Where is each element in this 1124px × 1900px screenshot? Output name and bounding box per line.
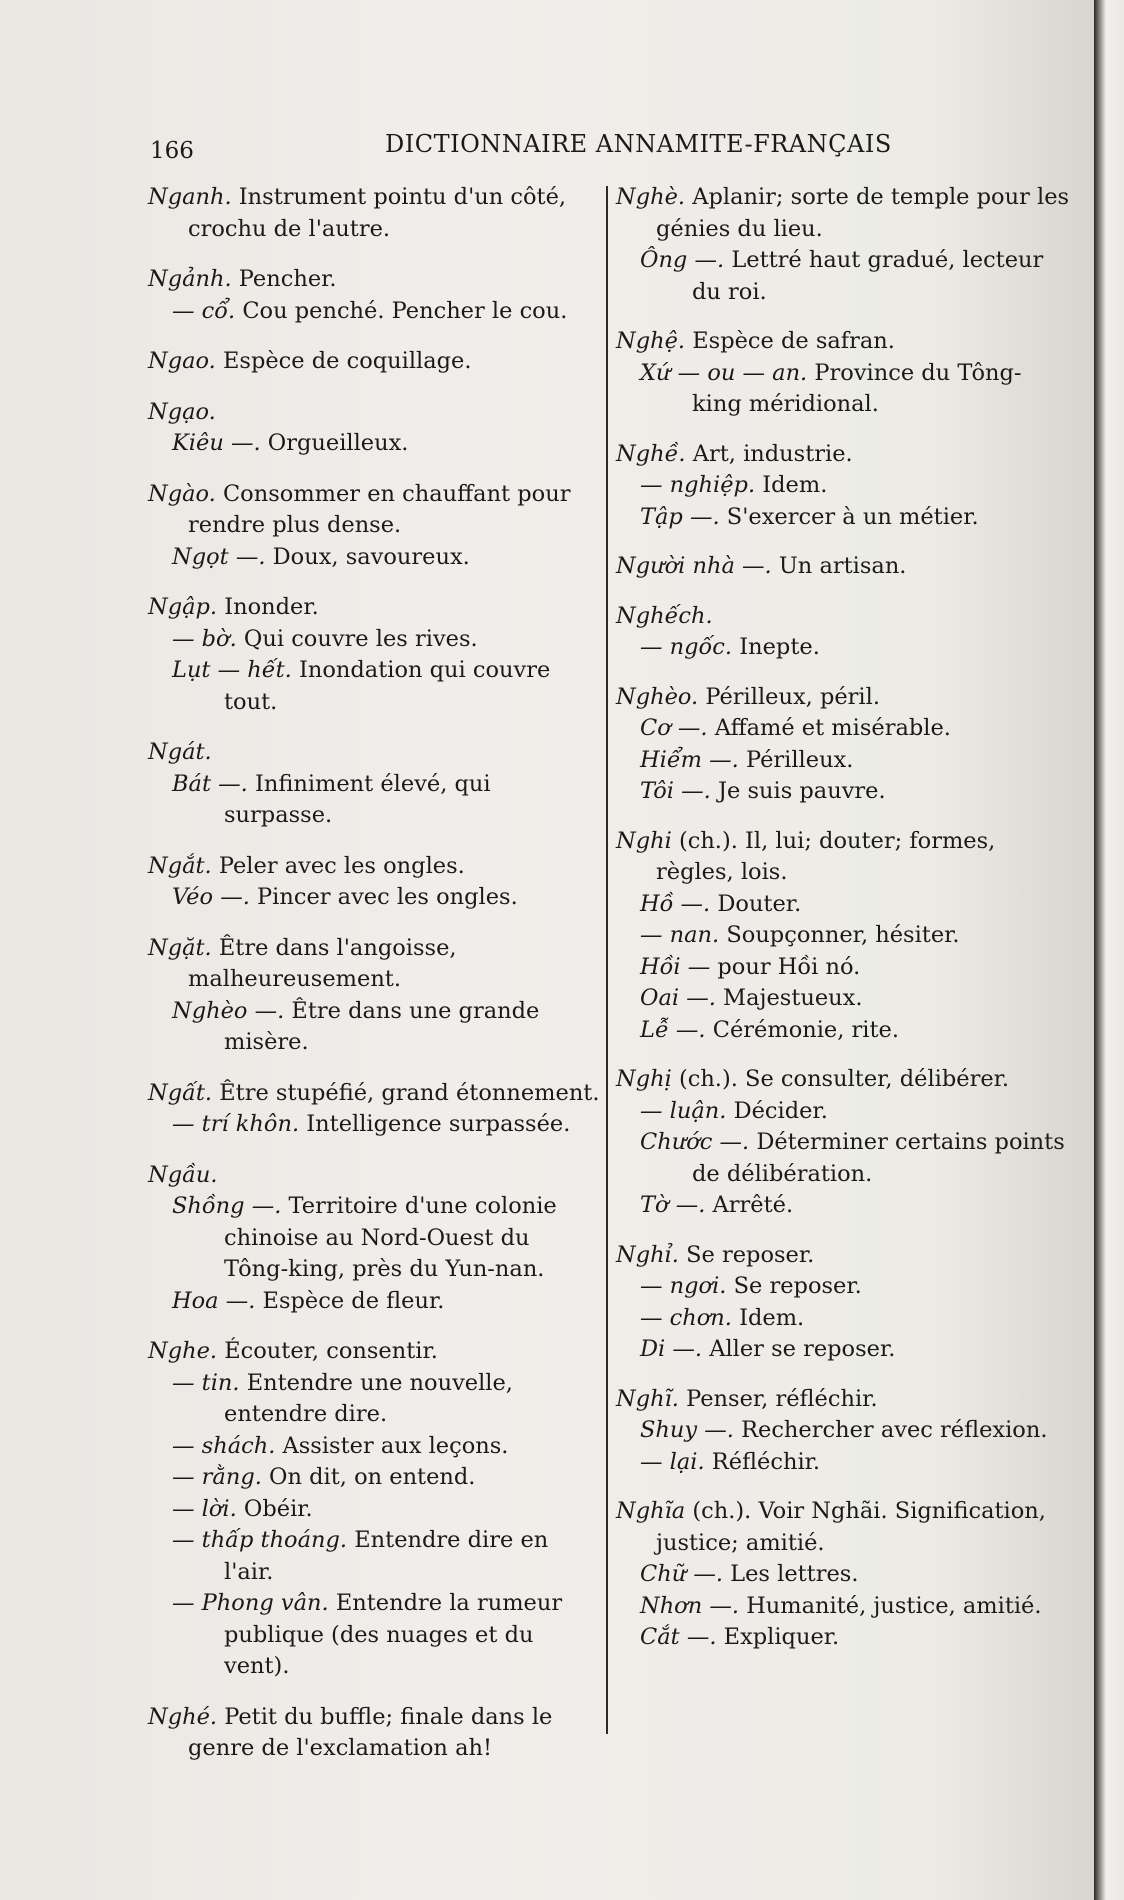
definition: Être dans l'angoisse, malheureusement.	[188, 934, 457, 992]
right-column	[616, 182, 1070, 1672]
sub-definition: Idem.	[739, 1304, 805, 1331]
entry-headline	[148, 346, 600, 378]
definition: Se reposer.	[686, 1241, 815, 1268]
dictionary-entry	[148, 1336, 600, 1683]
sub-entry	[616, 1559, 1070, 1591]
dictionary-entry	[148, 1160, 600, 1318]
definition: (ch.). Se consulter, délibérer.	[678, 1066, 1010, 1092]
sub-definition: Décider.	[733, 1097, 828, 1124]
sub-definition: Majestueux.	[723, 985, 863, 1011]
entry-headline	[148, 1160, 600, 1192]
sub-definition: Obéir.	[243, 1495, 313, 1522]
sub-entry	[148, 1462, 600, 1494]
sub-term: Kiêu —.	[172, 430, 261, 456]
sub-definition: Aller se reposer.	[709, 1336, 896, 1362]
sub-definition: S'exercer à un métier.	[726, 503, 979, 530]
sub-definition: Orgueilleux.	[267, 430, 409, 456]
entry-headline	[616, 551, 1070, 583]
sub-definition: Infiniment élevé, qui surpasse.	[224, 770, 491, 828]
entry-headline	[148, 479, 600, 542]
sub-entry	[148, 1191, 600, 1286]
sub-definition: Périlleux.	[745, 746, 854, 773]
dictionary-entry	[616, 682, 1070, 808]
sub-term: Ngọt —.	[172, 543, 266, 570]
sub-definition: Cérémonie, rite.	[712, 1016, 900, 1043]
sub-term: — chơn.	[640, 1304, 732, 1331]
sub-definition: Expliquer.	[723, 1624, 840, 1650]
sub-definition: Réfléchir.	[711, 1448, 821, 1475]
sub-term: Lụt — hết.	[172, 657, 292, 683]
entry-headline	[616, 1240, 1070, 1272]
definition: Aplanir; sorte de temple pour les génies du lieu.	[656, 184, 1070, 242]
sub-term: — shách.	[172, 1432, 276, 1459]
sub-entry	[616, 1415, 1070, 1447]
dictionary-entry	[148, 264, 600, 327]
sub-entry	[148, 296, 600, 328]
headword: Ngao.	[148, 348, 216, 374]
headword: Nghĩ.	[616, 1385, 679, 1412]
definition: Consommer en chauffant pour rendre plus dense.	[188, 480, 571, 538]
headword: Ngạo.	[148, 398, 216, 425]
sub-entry	[616, 983, 1070, 1015]
sub-definition: Rechercher avec réflexion.	[741, 1417, 1048, 1443]
headword: Nghé.	[148, 1703, 218, 1730]
sub-definition: Qui couvre les rives.	[243, 625, 478, 652]
dictionary-entry	[148, 737, 600, 832]
sub-entry	[148, 1286, 600, 1318]
definition: (ch.). Il, lui; douter; formes, règles, lois.	[656, 827, 996, 885]
sub-entry	[616, 1096, 1070, 1128]
sub-definition: Assister aux leçons.	[282, 1432, 509, 1459]
dictionary-entry	[616, 1240, 1070, 1366]
entry-headline	[148, 592, 600, 624]
definition: Espèce de coquillage.	[222, 348, 472, 374]
sub-term: Tập —.	[640, 503, 720, 530]
headword: Ngất.	[148, 1079, 213, 1106]
headword: Người nhà —.	[616, 553, 772, 579]
sub-term: Cơ —.	[640, 715, 708, 741]
sub-term: Bát —.	[172, 770, 248, 797]
entry-headline	[148, 737, 600, 769]
entry-headline	[148, 933, 600, 996]
sub-term: — ngơi.	[640, 1273, 727, 1299]
sub-entry	[148, 542, 600, 574]
sub-definition: Espèce de fleur.	[262, 1287, 445, 1314]
sub-entry	[616, 1127, 1070, 1190]
sub-term: — luận.	[640, 1097, 727, 1124]
sub-term: — cổ.	[172, 297, 236, 324]
dictionary-entry	[148, 346, 600, 378]
headword: Nghỉ.	[616, 1241, 679, 1268]
dictionary-entry	[616, 439, 1070, 534]
sub-term: Shuy —.	[640, 1417, 734, 1443]
sub-definition: Intelligence surpassée.	[306, 1111, 571, 1137]
sub-term: Shồng —.	[172, 1193, 282, 1219]
sub-definition: Humanité, justice, amitié.	[746, 1592, 1042, 1619]
sub-definition: Lettré haut gradué, lecteur du roi.	[692, 247, 1044, 305]
sub-entry	[148, 769, 600, 832]
headword: Nghe.	[148, 1338, 218, 1364]
sub-entry	[148, 428, 600, 460]
sub-term: — lời.	[172, 1495, 237, 1522]
sub-definition: Inondation qui couvre tout.	[224, 657, 551, 715]
headword: Ngào.	[148, 480, 216, 507]
dictionary-entry	[616, 826, 1070, 1047]
sub-entry	[148, 882, 600, 914]
sub-entry	[616, 1622, 1070, 1654]
sub-term: Di —.	[640, 1336, 703, 1362]
definition: Instrument pointu d'un côté, crochu de l'autre.	[188, 184, 567, 242]
sub-definition: Soupçonner, hésiter.	[726, 922, 960, 948]
headword: Nghệ.	[616, 328, 686, 354]
sub-term: — bờ.	[172, 625, 237, 652]
dictionary-entry	[148, 182, 600, 245]
entry-headline	[616, 601, 1070, 633]
sub-entry	[148, 1431, 600, 1463]
sub-definition: Inepte.	[739, 634, 820, 660]
entry-headline	[148, 1702, 600, 1765]
sub-entry	[148, 996, 600, 1059]
sub-definition: Douter.	[717, 890, 802, 917]
entry-headline	[616, 182, 1070, 245]
sub-definition: Les lettres.	[730, 1561, 859, 1587]
sub-definition: Idem.	[762, 472, 828, 498]
sub-entry	[148, 1109, 600, 1141]
sub-definition: Affamé et misérable.	[714, 715, 951, 741]
dictionary-entry	[148, 592, 600, 718]
sub-term: Tôi —.	[640, 778, 711, 804]
sub-entry	[616, 632, 1070, 664]
definition: Un artisan.	[778, 553, 907, 579]
entry-headline	[148, 182, 600, 245]
dictionary-entry	[148, 933, 600, 1059]
dictionary-entry	[616, 1064, 1070, 1222]
sub-definition: Arrêté.	[712, 1192, 794, 1218]
sub-term: Oai —.	[640, 985, 716, 1011]
sub-entry	[616, 1271, 1070, 1303]
entry-headline	[148, 397, 600, 429]
sub-definition: Entendre la rumeur publique (des nuages et du vent).	[224, 1590, 563, 1679]
sub-term: Xứ — ou — an.	[640, 359, 808, 386]
dictionary-entry	[616, 551, 1070, 583]
sub-term: Nghèo —.	[172, 997, 285, 1024]
definition: Espèce de safran.	[692, 328, 895, 354]
definition: Être stupéfié, grand étonnement.	[219, 1079, 600, 1106]
sub-term: Véo —.	[172, 884, 250, 910]
sub-entry	[616, 952, 1070, 984]
sub-definition: Je suis pauvre.	[717, 778, 886, 804]
sub-definition: Cou penché. Pencher le cou.	[242, 297, 568, 324]
sub-entry	[616, 1190, 1070, 1222]
sub-entry	[616, 1015, 1070, 1047]
entry-headline	[616, 326, 1070, 358]
sub-entry	[616, 745, 1070, 777]
sub-term: Tờ —.	[640, 1192, 706, 1218]
sub-entry	[616, 889, 1070, 921]
headword: Nghị	[616, 1066, 672, 1092]
dictionary-entry	[148, 1702, 600, 1765]
headword: Ngầu.	[148, 1161, 218, 1188]
headword: Nganh.	[148, 184, 232, 210]
sub-term: Hiểm —.	[640, 746, 739, 773]
sub-definition: Entendre une nouvelle, entendre dire.	[224, 1369, 513, 1427]
sub-term: Lễ —.	[640, 1016, 706, 1043]
entry-headline	[148, 851, 600, 883]
dictionary-entry	[148, 851, 600, 914]
entry-headline	[616, 439, 1070, 471]
sub-definition: On dit, on entend.	[269, 1464, 476, 1490]
headword: Ngập.	[148, 594, 218, 620]
sub-entry	[148, 1494, 600, 1526]
definition: Inonder.	[224, 594, 319, 620]
sub-term: — trí khôn.	[172, 1111, 300, 1137]
sub-term: — lại.	[640, 1448, 705, 1475]
sub-definition: Se reposer.	[733, 1273, 862, 1299]
page-number: 166	[150, 138, 194, 164]
entry-headline	[616, 1384, 1070, 1416]
sub-term: Nhơn —.	[640, 1592, 740, 1619]
sub-entry	[616, 245, 1070, 308]
definition: (ch.). Voir Nghãi. Signification, justice; amitié.	[656, 1498, 1046, 1556]
dictionary-entry	[616, 182, 1070, 308]
dictionary-entry	[148, 397, 600, 460]
sub-definition: Territoire d'une colonie chinoise au Nord-Ouest du Tông-king, près du Yun-nan.	[224, 1193, 557, 1282]
dictionary-entry	[148, 479, 600, 574]
sub-entry	[148, 1588, 600, 1683]
sub-definition: pour Hồi nó.	[717, 953, 861, 980]
headword: Ngát.	[148, 739, 212, 765]
headword: Ngắt.	[148, 852, 212, 879]
entry-headline	[616, 826, 1070, 889]
sub-definition: Être dans une grande misère.	[224, 997, 540, 1055]
sub-term: Hồi —	[640, 953, 711, 980]
sub-entry	[616, 470, 1070, 502]
sub-entry	[616, 358, 1070, 421]
left-column	[148, 182, 600, 1784]
sub-entry	[148, 1525, 600, 1588]
sub-entry	[616, 1591, 1070, 1623]
sub-term: — Phong vân.	[172, 1590, 329, 1616]
headword: Nghếch.	[616, 602, 713, 629]
definition: Art, industrie.	[692, 440, 853, 467]
headword: Nghèo.	[616, 683, 699, 710]
definition: Petit du buffle; finale dans le genre de l'exclamation ah!	[188, 1703, 553, 1761]
sub-entry	[148, 624, 600, 656]
sub-term: — rằng.	[172, 1464, 262, 1490]
headword: Nghề.	[616, 440, 686, 467]
running-title: DICTIONNAIRE ANNAMITE-FRANÇAIS	[385, 130, 892, 158]
dictionary-entry	[148, 1078, 600, 1141]
headword: Ngảnh.	[148, 266, 232, 292]
sub-term: Chước —.	[640, 1129, 750, 1155]
definition: Périlleux, péril.	[705, 683, 880, 710]
sub-entry	[616, 920, 1070, 952]
sub-entry	[148, 1368, 600, 1431]
entry-headline	[616, 1496, 1070, 1559]
sub-term: — thấp thoáng.	[172, 1527, 348, 1553]
sub-entry	[616, 1447, 1070, 1479]
sub-term: Hồ —.	[640, 890, 711, 917]
headword: Nghè.	[616, 184, 686, 210]
sub-entry	[616, 776, 1070, 808]
headword: Nghĩa	[616, 1498, 686, 1524]
page-header	[0, 128, 1094, 162]
sub-definition: Doux, savoureux.	[272, 543, 470, 570]
definition: Peler avec les ongles.	[218, 852, 465, 879]
entry-headline	[148, 264, 600, 296]
entry-headline	[616, 682, 1070, 714]
dictionary-entry	[616, 1496, 1070, 1654]
sub-entry	[616, 1303, 1070, 1335]
sub-entry	[616, 1334, 1070, 1366]
dictionary-entry	[616, 601, 1070, 664]
entry-headline	[616, 1064, 1070, 1096]
definition: Penser, réfléchir.	[686, 1385, 878, 1412]
sub-term: Hoa —.	[172, 1287, 256, 1314]
sub-term: — nan.	[640, 922, 720, 948]
sub-definition: Province du Tông-king méridional.	[692, 359, 1022, 417]
sub-entry	[148, 655, 600, 718]
sub-term: Cắt —.	[640, 1624, 717, 1650]
sub-term: — tin.	[172, 1369, 240, 1396]
sub-definition: Déterminer certains points de délibération.	[692, 1129, 1065, 1187]
entry-headline	[148, 1078, 600, 1110]
column-divider	[606, 186, 608, 1734]
headword: Ngặt.	[148, 934, 212, 961]
sub-definition: Entendre dire en l'air.	[224, 1527, 549, 1585]
sub-entry	[616, 713, 1070, 745]
sub-term: Ông —.	[640, 247, 725, 273]
definition: Écouter, consentir.	[224, 1338, 438, 1364]
sub-term: — nghiệp.	[640, 472, 756, 498]
headword: Nghi	[616, 827, 672, 854]
sub-term: — ngốc.	[640, 634, 733, 660]
dictionary-entry	[616, 1384, 1070, 1479]
definition: Pencher.	[238, 266, 337, 292]
dictionary-entry	[616, 326, 1070, 421]
sub-definition: Pincer avec les ongles.	[257, 884, 518, 910]
sub-term: Chữ —.	[640, 1561, 724, 1587]
sub-entry	[616, 502, 1070, 534]
entry-headline	[148, 1336, 600, 1368]
adjacent-page-edge	[1094, 0, 1124, 1900]
